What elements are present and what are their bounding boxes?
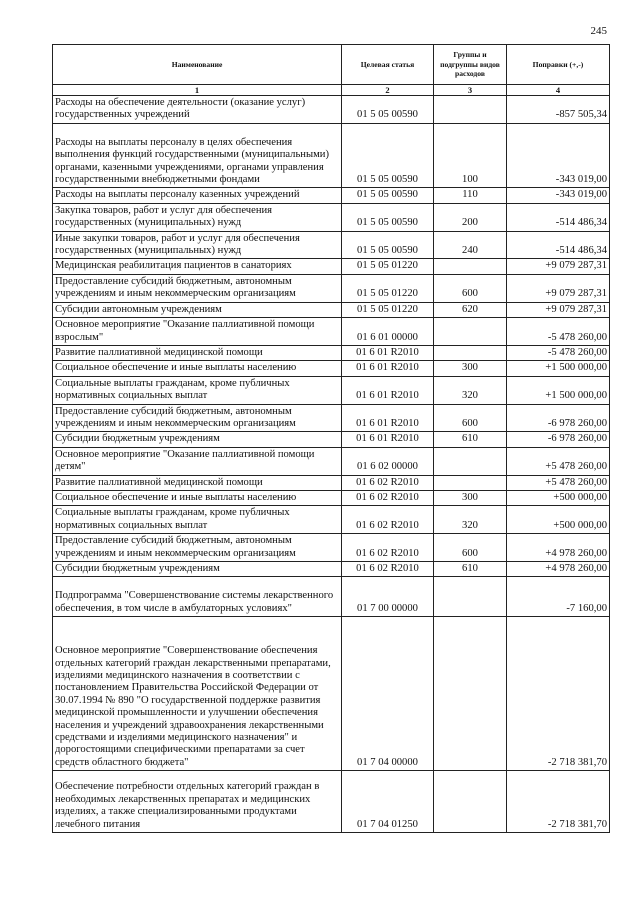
- row-name: Социальное обеспечение и иные выплаты населению: [53, 490, 342, 505]
- row-amendment: +500 000,00: [507, 506, 610, 534]
- table-row: [53, 318, 610, 346]
- row-name: Основное мероприятие "Оказание паллиативной помощи детям": [53, 447, 342, 475]
- column-number-row: [53, 85, 610, 96]
- row-amendment: +1 500 000,00: [507, 376, 610, 404]
- row-expense-group: [434, 617, 507, 771]
- row-target-article: 01 5 05 00590: [342, 231, 434, 259]
- table-row: [53, 432, 610, 447]
- table-row: [53, 188, 610, 203]
- row-expense-group: 320: [434, 376, 507, 404]
- table-row: [53, 231, 610, 259]
- row-name: Субсидии бюджетным учреждениям: [53, 562, 342, 577]
- row-amendment: -5 478 260,00: [507, 345, 610, 360]
- table-row: [53, 302, 610, 317]
- row-name: Расходы на выплаты персоналу казенных учреждений: [53, 188, 342, 203]
- table-row: [53, 490, 610, 505]
- column-number: 1: [53, 85, 342, 96]
- row-target-article: 01 6 01 R2010: [342, 345, 434, 360]
- row-amendment: +4 978 260,00: [507, 534, 610, 562]
- row-expense-group: 300: [434, 490, 507, 505]
- row-target-article: 01 6 01 R2010: [342, 361, 434, 376]
- row-name: Развитие паллиативной медицинской помощи: [53, 475, 342, 490]
- table-row: [53, 259, 610, 274]
- row-name: [53, 577, 342, 617]
- row-amendment: +9 079 287,31: [507, 274, 610, 302]
- row-expense-group: [434, 447, 507, 475]
- table-header-row: [53, 45, 610, 85]
- row-expense-group: 620: [434, 302, 507, 317]
- column-number: 2: [342, 85, 434, 96]
- row-name: Предоставление субсидий бюджетным, автономным учреждениям и иным некоммерческим организациям: [53, 534, 342, 562]
- row-target-article: 01 6 02 R2010: [342, 562, 434, 577]
- row-expense-group: 610: [434, 562, 507, 577]
- row-target-article: 01 5 05 00590: [342, 188, 434, 203]
- row-target-article: 01 6 01 R2010: [342, 404, 434, 432]
- header-target-article: Целевая статья: [342, 45, 434, 85]
- row-amendment: +1 500 000,00: [507, 361, 610, 376]
- row-name: Обеспечение потребности отдельных категорий граждан в необходимых лекарственных препаратах и медицинских изделиях, а также специализированными продуктами лечебного питания: [53, 771, 342, 833]
- row-target-article: 01 5 05 01220: [342, 302, 434, 317]
- row-name: Социальные выплаты гражданам, кроме публичных нормативных социальных выплат: [53, 506, 342, 534]
- table-row: [53, 534, 610, 562]
- row-expense-group: 610: [434, 432, 507, 447]
- table-row: [53, 96, 610, 124]
- row-amendment: -2 718 381,70: [507, 617, 610, 771]
- row-amendment: -2 718 381,70: [507, 771, 610, 833]
- row-target-article: 01 5 05 01220: [342, 274, 434, 302]
- budget-amendments-table: [52, 44, 610, 833]
- row-expense-group: [434, 345, 507, 360]
- row-amendment: +500 000,00: [507, 490, 610, 505]
- row-amendment: -514 486,34: [507, 231, 610, 259]
- row-expense-group: [434, 318, 507, 346]
- row-amendment: +9 079 287,31: [507, 259, 610, 274]
- row-target-article: 01 7 04 00000: [342, 617, 434, 771]
- row-target-article: 01 7 04 01250: [342, 771, 434, 833]
- header-amendment: Поправки (+,-): [507, 45, 610, 85]
- row-name: [53, 123, 342, 188]
- table-row: [53, 345, 610, 360]
- row-name-text: Расходы на выплаты персоналу в целях обеспечения выполнения функций государственными (муниципальными) органами, казенными учреждениями, органами управления государственными внебюджетными фондами: [55, 136, 329, 186]
- row-amendment: -5 478 260,00: [507, 318, 610, 346]
- table-row: [53, 123, 610, 188]
- table-row: [53, 404, 610, 432]
- row-target-article: 01 5 05 00590: [342, 123, 434, 188]
- row-amendment: +5 478 260,00: [507, 447, 610, 475]
- row-amendment: -343 019,00: [507, 188, 610, 203]
- table-row: [53, 617, 610, 771]
- row-expense-group: 600: [434, 404, 507, 432]
- row-name: Иные закупки товаров, работ и услуг для обеспечения государственных (муниципальных) нужд: [53, 231, 342, 259]
- table-row: [53, 562, 610, 577]
- row-name: Социальные выплаты гражданам, кроме публичных нормативных социальных выплат: [53, 376, 342, 404]
- row-expense-group: 240: [434, 231, 507, 259]
- table-row: [53, 447, 610, 475]
- row-expense-group: 110: [434, 188, 507, 203]
- row-expense-group: [434, 259, 507, 274]
- row-expense-group: [434, 771, 507, 833]
- column-number: 3: [434, 85, 507, 96]
- row-amendment: -6 978 260,00: [507, 432, 610, 447]
- row-target-article: 01 6 02 R2010: [342, 534, 434, 562]
- row-amendment: -857 505,34: [507, 96, 610, 124]
- row-expense-group: [434, 96, 507, 124]
- row-name: Субсидии бюджетным учреждениям: [53, 432, 342, 447]
- row-amendment: +9 079 287,31: [507, 302, 610, 317]
- row-name: Закупка товаров, работ и услуг для обеспечения государственных (муниципальных) нужд: [53, 203, 342, 231]
- row-amendment: +4 978 260,00: [507, 562, 610, 577]
- row-name: Основное мероприятие "Совершенствование обеспечения отдельных категорий граждан лекарственными препаратами, изделиями медицинского назначения в соответствии с постановлением Правительства Российской Федерации от 30.07.1994 № 890 "О государственной поддержке развития медицинской промышленности и улучшении обеспечения населения и учреждений здравоохранения лекарственными средствами и изделиями медицинского назначения" и дорогостоящими специфическими препаратами за счет средств областного бюджета": [53, 617, 342, 771]
- row-target-article: 01 5 05 00590: [342, 203, 434, 231]
- row-expense-group: 320: [434, 506, 507, 534]
- row-amendment: +5 478 260,00: [507, 475, 610, 490]
- row-expense-group: [434, 475, 507, 490]
- table-row: [53, 376, 610, 404]
- row-target-article: 01 6 01 00000: [342, 318, 434, 346]
- column-number: 4: [507, 85, 610, 96]
- row-amendment: -514 486,34: [507, 203, 610, 231]
- row-name: Медицинская реабилитация пациентов в санаториях: [53, 259, 342, 274]
- row-expense-group: 300: [434, 361, 507, 376]
- row-target-article: 01 6 02 00000: [342, 447, 434, 475]
- row-name: Расходы на обеспечение деятельности (оказание услуг) государственных учреждений: [53, 96, 342, 124]
- row-name: Предоставление субсидий бюджетным, автономным учреждениям и иным некоммерческим организациям: [53, 404, 342, 432]
- header-name: Наименование: [53, 45, 342, 85]
- row-name-text: Подпрограмма "Совершенствование системы лекарственного обеспечения, в том числе в амбулаторных условиях": [55, 590, 334, 614]
- row-expense-group: 600: [434, 274, 507, 302]
- table-row: [53, 577, 610, 617]
- page-number: 245: [590, 25, 607, 37]
- row-name: Развитие паллиативной медицинской помощи: [53, 345, 342, 360]
- row-name: Основное мероприятие "Оказание паллиативной помощи взрослым": [53, 318, 342, 346]
- row-target-article: 01 5 05 00590: [342, 96, 434, 124]
- row-expense-group: 100: [434, 123, 507, 188]
- table-row: [53, 475, 610, 490]
- row-target-article: 01 7 00 00000: [342, 577, 434, 617]
- table-row: [53, 361, 610, 376]
- row-target-article: 01 6 02 R2010: [342, 506, 434, 534]
- row-name: Субсидии автономным учреждениям: [53, 302, 342, 317]
- row-target-article: 01 6 02 R2010: [342, 490, 434, 505]
- row-target-article: 01 6 01 R2010: [342, 432, 434, 447]
- row-target-article: 01 6 02 R2010: [342, 475, 434, 490]
- row-expense-group: 600: [434, 534, 507, 562]
- row-expense-group: 200: [434, 203, 507, 231]
- table-row: [53, 506, 610, 534]
- row-amendment: -7 160,00: [507, 577, 610, 617]
- row-expense-group: [434, 577, 507, 617]
- row-target-article: 01 6 01 R2010: [342, 376, 434, 404]
- row-amendment: -343 019,00: [507, 123, 610, 188]
- row-name: Предоставление субсидий бюджетным, автономным учреждениям и иным некоммерческим организациям: [53, 274, 342, 302]
- row-target-article: 01 5 05 01220: [342, 259, 434, 274]
- table-row: [53, 771, 610, 833]
- header-expense-group: Группы и подгруппы видов расходов: [434, 45, 507, 85]
- table-row: [53, 274, 610, 302]
- table-row: [53, 203, 610, 231]
- row-name: Социальное обеспечение и иные выплаты населению: [53, 361, 342, 376]
- row-amendment: -6 978 260,00: [507, 404, 610, 432]
